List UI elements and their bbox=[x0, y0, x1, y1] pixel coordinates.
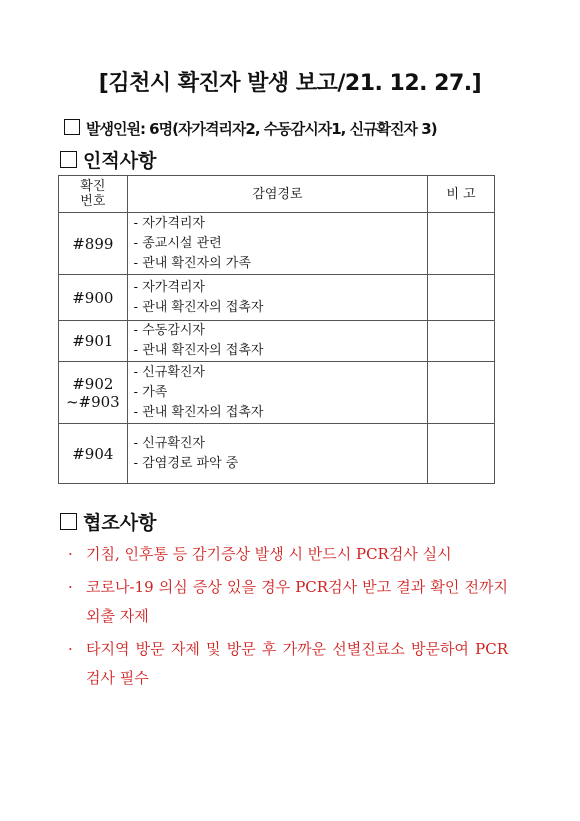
route-item: - 신규확진자 bbox=[133, 435, 205, 451]
bullet-icon: · bbox=[68, 640, 73, 658]
infection-route bbox=[127, 424, 428, 484]
route-item: - 관내 확진자의 접촉자 bbox=[133, 404, 264, 420]
route-item: - 자가격리자 bbox=[133, 215, 205, 231]
case-number: #902 ~#903 bbox=[59, 362, 128, 424]
cases-table bbox=[58, 175, 495, 484]
header-infection-route: 감염경로 bbox=[127, 176, 428, 213]
note bbox=[428, 321, 495, 362]
route-item: - 관내 확진자의 접촉자 bbox=[133, 343, 264, 358]
infection-route bbox=[127, 275, 428, 321]
route-item: - 가족 bbox=[133, 384, 168, 400]
section-cooperation bbox=[60, 508, 156, 535]
note bbox=[428, 424, 495, 484]
route-item: - 관내 확진자의 가족 bbox=[133, 255, 251, 271]
table-row bbox=[59, 275, 495, 321]
checkbox-square-icon bbox=[60, 513, 77, 530]
summary-text: 발생인원: 6명(자가격리자2, 수동감시자1, 신규확진자 3) bbox=[86, 120, 437, 138]
header-text: 확진 번호 bbox=[80, 179, 106, 209]
case-number: #899 bbox=[59, 213, 128, 275]
infection-route bbox=[127, 321, 428, 362]
table-row bbox=[59, 321, 495, 362]
cooperation-list bbox=[68, 540, 508, 697]
report-title: [김천시 확진자 발생 보고/21. 12. 27.] bbox=[98, 71, 482, 96]
infection-route bbox=[127, 213, 428, 275]
table-header-row bbox=[59, 176, 495, 213]
route-item: - 신규확진자 bbox=[133, 364, 205, 380]
occurrence-summary bbox=[64, 118, 437, 139]
cooperation-text: 타지역 방문 자제 및 방문 후 가까운 선별진료소 방문하여 PCR 검사 필수 bbox=[86, 640, 508, 687]
infection-route bbox=[127, 362, 428, 424]
route-item: - 감염경로 파악 중 bbox=[133, 455, 239, 471]
case-number: #901 bbox=[59, 321, 128, 362]
cooperation-item bbox=[68, 540, 508, 569]
cooperation-text: 기침, 인후통 등 감기증상 발생 시 반드시 PCR검사 실시 bbox=[86, 545, 452, 563]
route-item: - 관내 확진자의 접촉자 bbox=[133, 299, 264, 315]
case-number: #900 bbox=[59, 275, 128, 321]
bullet-icon: · bbox=[68, 578, 73, 596]
cooperation-item bbox=[68, 635, 508, 693]
cooperation-item bbox=[68, 573, 508, 631]
header-note: 비 고 bbox=[428, 176, 495, 213]
table-row bbox=[59, 424, 495, 484]
note bbox=[428, 275, 495, 321]
checkbox-square-icon bbox=[64, 119, 80, 135]
note bbox=[428, 213, 495, 275]
route-item: - 종교시설 관련 bbox=[133, 235, 222, 251]
section-title: 인적사항 bbox=[83, 150, 157, 172]
table-row bbox=[59, 362, 495, 424]
case-number: #904 bbox=[59, 424, 128, 484]
bullet-icon: · bbox=[68, 545, 73, 563]
table-row bbox=[59, 213, 495, 275]
route-item: - 자가격리자 bbox=[133, 279, 205, 295]
checkbox-square-icon bbox=[60, 151, 77, 168]
cooperation-text: 코로나-19 의심 증상 있을 경우 PCR검사 받고 결과 확인 전까지 외출 자제 bbox=[86, 578, 508, 625]
route-item: - 수동감시자 bbox=[133, 323, 205, 338]
header-case-number bbox=[59, 176, 128, 213]
section-title: 협조사항 bbox=[83, 512, 157, 534]
section-personal-info bbox=[60, 146, 156, 173]
note bbox=[428, 362, 495, 424]
